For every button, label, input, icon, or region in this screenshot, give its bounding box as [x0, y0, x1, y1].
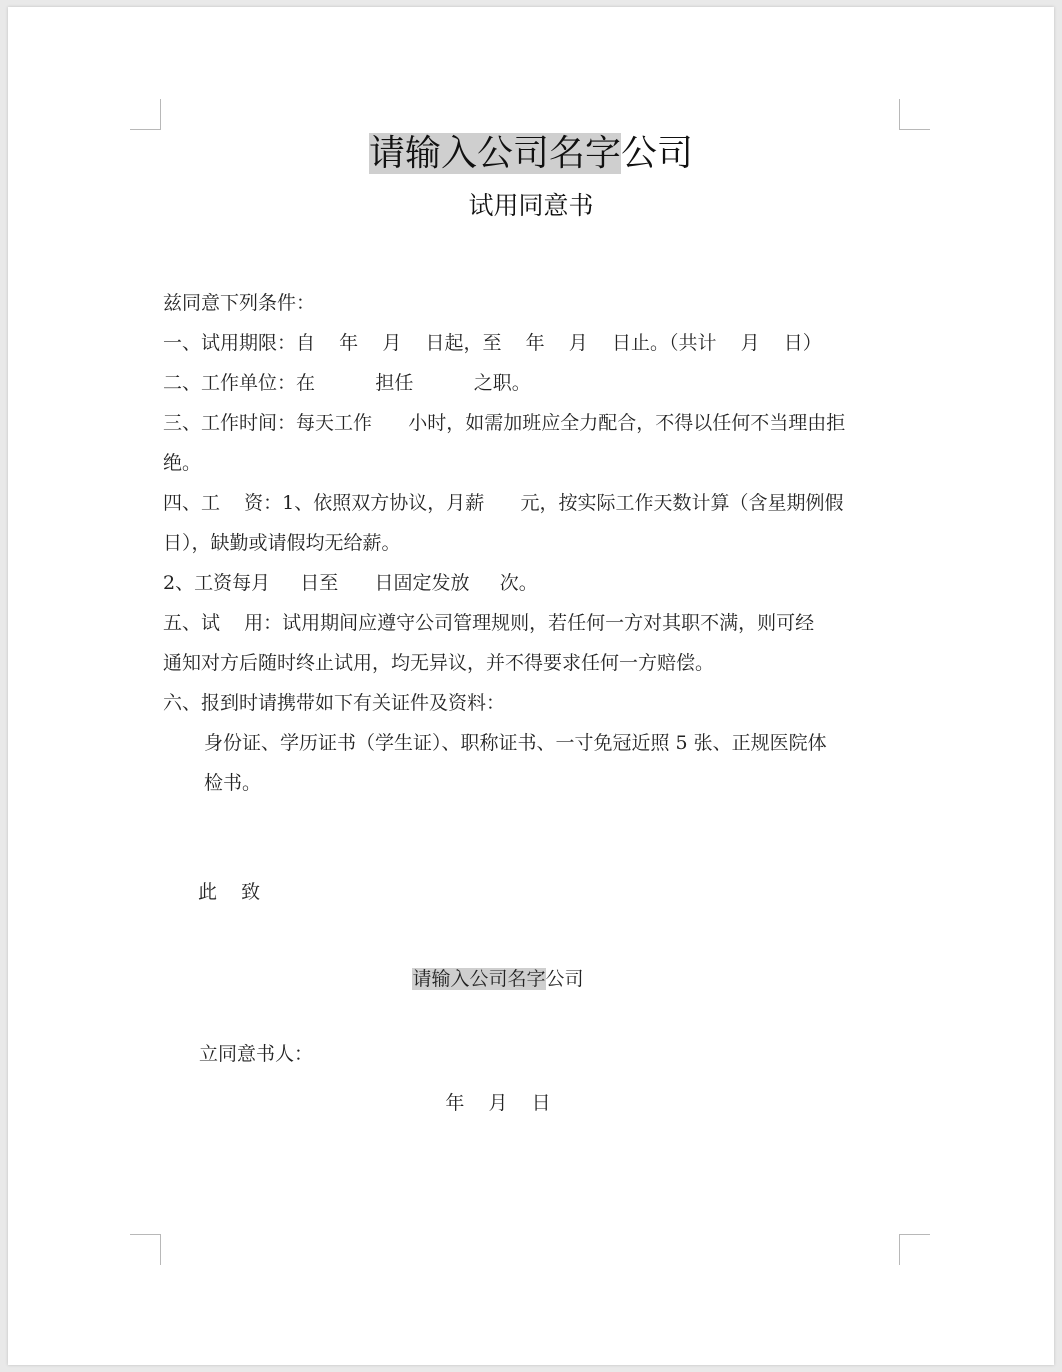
body-line: 兹同意下列条件：	[163, 292, 316, 314]
margin-corner-bottom-right	[899, 1234, 930, 1265]
body-line: 五、试 用：试用期间应遵守公司管理规则，若任何一方对其职不满，则可经	[163, 612, 815, 634]
document-subtitle: 试用同意书	[468, 191, 594, 220]
body-line: 2、工资每月 日至 日固定发放 次。	[163, 572, 538, 594]
document-page	[8, 7, 1054, 1365]
margin-corner-top-left	[130, 99, 161, 130]
signer-label: 立同意书人：	[199, 1043, 314, 1065]
body-line: 六、报到时请携带如下有关证件及资料：	[163, 692, 506, 714]
body-line: 四、工 资：1、依照双方协议，月薪 元，按实际工作天数计算（含星期例假	[163, 492, 844, 514]
body-line: 通知对方后随时终止试用，均无异议，并不得要求任何一方赔偿。	[163, 652, 715, 674]
company-suffix: 公司	[545, 968, 584, 990]
body-line: 绝。	[163, 452, 202, 474]
company-name-placeholder[interactable]: 请输入公司名字	[368, 133, 621, 174]
body-line: 三、工作时间：每天工作 小时，如需加班应全力配合，不得以任何不当理由拒	[163, 412, 846, 434]
document-title	[8, 131, 1054, 177]
company-name-placeholder[interactable]: 请输入公司名字	[412, 968, 546, 990]
body-line: 日），缺勤或请假均无给薪。	[163, 532, 401, 554]
body-line: 二、工作单位：在 担任 之职。	[163, 372, 531, 394]
body-line: 一、试用期限：自 年 月 日起，至 年 月 日止。（共计 月 日）	[163, 332, 822, 354]
date-line: 年 月 日	[445, 1092, 551, 1114]
margin-corner-bottom-left	[130, 1234, 161, 1265]
title-suffix: 公司	[621, 133, 694, 174]
company-signature-line	[8, 966, 988, 992]
documents-line: 身份证、学历证书（学生证）、职称证书、一寸免冠近照 5 张、正规医院体	[204, 732, 827, 754]
closing-text: 此 致	[198, 881, 261, 903]
margin-corner-top-right	[899, 99, 930, 130]
documents-line: 检书。	[204, 772, 262, 794]
